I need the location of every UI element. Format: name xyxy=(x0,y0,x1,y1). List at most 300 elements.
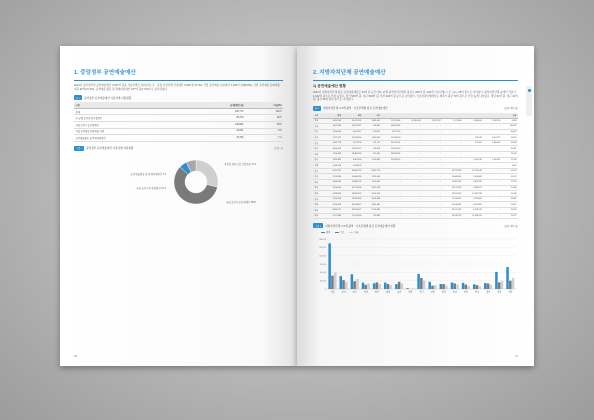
table-cell: 경남 xyxy=(313,208,324,214)
bar xyxy=(328,244,331,290)
table-cell: 6,472,883 xyxy=(463,202,483,208)
table-cell: 16,891 xyxy=(502,196,518,202)
x-tick-label: 경남 xyxy=(497,291,502,294)
right-table-caption xyxy=(313,106,518,111)
table-cell: 서울 xyxy=(313,124,324,130)
table-cell: - xyxy=(381,202,401,208)
table-cell: - xyxy=(422,135,442,141)
table-cell: 17,316,462 xyxy=(443,196,463,202)
table-cell: - xyxy=(483,163,502,169)
table-cell: 11,467,185 xyxy=(443,180,463,186)
table-cell: 776,743 xyxy=(463,135,483,141)
bar xyxy=(406,288,409,289)
table-cell: 58.8 xyxy=(245,121,283,128)
x-tick-label: 대전 xyxy=(386,291,391,294)
table-cell: 8,672,635 xyxy=(463,180,483,186)
table-cell: - xyxy=(402,152,422,158)
table-cell: - xyxy=(381,191,401,197)
table-cell: 1,891,881 xyxy=(324,157,343,163)
bar xyxy=(473,284,476,289)
y-tick-label: 30,000 xyxy=(319,280,326,283)
right-paragraph: 2016년 지방자치단체 평균 공연예술예산은 44억 원 규모이며, 17개 광역자치단체의 평균은 354억 원, 226개 기초단체(시·군·구)는 25억 원으로 나타났다. 광역자치단체 중에서 서울이 1,642억 원으로 가장 높았고, 경기 545억 원, 대구 532억 원, 부산 464억 원 순으로 나타났다. 기초자치단체에서는 제주가 평균 79억 원으로 가장 높게 나타났고, 경남 61억 원, 대구 42억 원, 광주 48억 원의 순으로 나타났다. xyxy=(313,90,518,102)
table-cell: 2,114,749 xyxy=(463,157,483,163)
table-badge: 표 2 xyxy=(313,106,321,111)
left-page xyxy=(60,46,297,366)
table-cell: - xyxy=(483,196,502,202)
table-cell: - xyxy=(422,208,442,214)
table-cell: 164,207 xyxy=(502,124,518,130)
table-cell: 26,476,785 xyxy=(443,213,463,219)
table-cell: 대구 xyxy=(313,135,324,141)
pie-label: 지정형 외연시설 간접예산 17.4 xyxy=(224,162,257,166)
table-cell: - xyxy=(422,129,442,135)
table-cell: 1,434,616 xyxy=(324,129,343,135)
table-cell: 3,247,474 xyxy=(363,191,382,197)
table-cell: 31,175,894 xyxy=(343,185,363,191)
bar xyxy=(356,279,359,289)
table-cell: 1,421,775 xyxy=(483,135,502,141)
table-row xyxy=(74,128,283,135)
bar xyxy=(378,284,381,289)
table-cell: - xyxy=(402,168,422,174)
table-cell: - xyxy=(381,174,401,180)
x-tick-label: 부산 xyxy=(341,291,346,294)
table-body xyxy=(74,108,283,141)
x-tick-label: 대구 xyxy=(352,291,357,294)
table-cell: 2,173,489 xyxy=(324,213,343,219)
table-cell: 155,487 xyxy=(363,152,382,158)
table-cell: - xyxy=(422,185,442,191)
bar xyxy=(512,278,515,289)
right-title-rule xyxy=(313,80,518,81)
table-cell: 6,617,117 xyxy=(343,129,363,135)
table-cell: 26,577,067 xyxy=(443,208,463,214)
table-cell: 61,182 xyxy=(502,208,518,214)
table-cell: - xyxy=(443,140,463,146)
table-cell: 20,460,784 xyxy=(343,174,363,180)
bar xyxy=(495,272,498,289)
table-cell: 100.0 xyxy=(245,108,283,115)
table-cell: 3,116 xyxy=(502,163,518,169)
table-cell: 17,256 xyxy=(502,157,518,163)
table-cell: - xyxy=(402,191,422,197)
table-cell: 4,426 xyxy=(502,118,518,124)
right-subsection-title: 1) 공연예술예산 현황 xyxy=(313,83,346,88)
bar xyxy=(509,281,512,289)
chapter-tab xyxy=(526,86,532,116)
bar xyxy=(373,284,376,290)
table-cell: 221,773 xyxy=(363,140,382,146)
donut-chart-area xyxy=(74,153,283,211)
table-cell: 21,317 xyxy=(502,202,518,208)
table-header-cell: 평균 xyxy=(502,113,518,118)
table-cell: 3,251,664 xyxy=(463,196,483,202)
right-chart-caption xyxy=(313,223,518,228)
table-cell: 26,137 xyxy=(502,174,518,180)
x-tick-label: 강원 xyxy=(430,291,435,294)
table-cell: - xyxy=(402,213,422,219)
table-cell: - xyxy=(363,163,382,169)
bar xyxy=(451,283,454,290)
table-cell: 16,763 xyxy=(189,135,245,142)
table-cell: 제주 xyxy=(313,213,324,219)
table-header-cell: 기초 xyxy=(363,113,382,118)
table-header-cell: 비율(%) xyxy=(245,102,283,108)
bar xyxy=(331,276,334,289)
table-cell: - xyxy=(381,185,401,191)
table-cell: - xyxy=(422,196,442,202)
table-cell: 2,291,384 xyxy=(324,174,343,180)
table-cell: - xyxy=(422,163,442,169)
left-paragraph: 2016년 중앙정부의 공연예술예산 2,257억 원을 사용처별로 살펴보면, 국 · 공립 공연단체 간접예산 6,548 원 37.0%, 국립 공연예술 운영예산 1,329억 원(58.8%), 국립 공연예술 문화예술 지원 62억(27.4%), 공연예술 활동 및 축제지원예산 167억 원(7.4%)으로 조사되었다. xyxy=(74,83,280,91)
x-tick-label: 세종 xyxy=(408,291,413,294)
table-cell: 29,191,141 xyxy=(381,140,401,146)
table-cell: 8,097,778 xyxy=(363,168,382,174)
x-tick-label: 경북 xyxy=(486,291,491,294)
table-cell: - xyxy=(381,208,401,214)
table-cell: - xyxy=(483,208,502,214)
pie-label: 국립 공연기관 운영예산 27.4 xyxy=(136,186,166,190)
table-cell: 38,998,241 xyxy=(381,152,401,158)
table-cell: 22,138 xyxy=(502,191,518,197)
bar xyxy=(487,284,490,290)
table-cell: 35,231,839 xyxy=(443,168,463,174)
bar xyxy=(467,286,470,289)
table-cell: 172,101 xyxy=(463,140,483,146)
table-cell: - xyxy=(381,196,401,202)
table-cell: 국립 공연시설 운영예산 xyxy=(74,121,189,128)
table-cell: 2,780,554 xyxy=(324,196,343,202)
table-cell: - xyxy=(422,168,442,174)
legend-swatch xyxy=(335,232,339,234)
y-tick-label: 150,000 xyxy=(318,247,326,250)
table-cell: 20,271,392 xyxy=(443,185,463,191)
chart-unit: (단위: %) xyxy=(274,148,283,151)
table-cell: - xyxy=(381,163,401,169)
bar xyxy=(506,267,509,289)
table-cell: - xyxy=(422,174,442,180)
table-cell: - xyxy=(443,129,463,135)
table-cell: - xyxy=(483,191,502,197)
chart-unit: (단위: 백만 원) xyxy=(504,225,518,228)
table-cell: - xyxy=(443,146,463,152)
bar xyxy=(484,283,487,289)
table-cell: - xyxy=(463,163,483,169)
y-tick-label: 0 xyxy=(324,288,326,291)
table-header-cell: 구분 xyxy=(313,113,324,118)
chapter-tab-dot xyxy=(528,89,531,92)
chart-caption-text: 중앙정부 공연예술예산 사용처별 지원현황 xyxy=(86,147,134,151)
table-cell: - xyxy=(381,180,401,186)
chart-badge: 그림 1 xyxy=(74,146,84,151)
table-cell: 12,108,541 xyxy=(463,213,483,219)
table-cell: - xyxy=(483,174,502,180)
table-header-cell: 금액(백만 원) xyxy=(189,102,245,108)
table-cell: 10,291,454 xyxy=(343,135,363,141)
table-cell: - xyxy=(422,157,442,163)
table-cell: 3,181,686 xyxy=(363,196,382,202)
bar xyxy=(428,282,431,289)
right-page xyxy=(297,46,534,366)
table-cell: 35,476,781 xyxy=(343,118,363,124)
table-cell: 2,556,780 xyxy=(483,118,502,124)
table-cell: 53,216 xyxy=(502,135,518,141)
table-cell: 6,776,579 xyxy=(463,208,483,214)
table-cell: - xyxy=(463,124,483,130)
bar-chart-area xyxy=(313,235,518,297)
table-cell: - xyxy=(422,152,442,158)
table-cell: 1,362,942 xyxy=(363,135,382,141)
table-cell: 경북 xyxy=(313,202,324,208)
x-tick-label: 광주 xyxy=(374,291,380,294)
table-cell: 46,413 xyxy=(502,129,518,135)
table-cell: 2,566,500 xyxy=(463,118,483,124)
table-badge: 표 1 xyxy=(74,95,82,100)
table-cell: 28,486,746 xyxy=(343,152,363,158)
bar xyxy=(353,281,356,289)
bar xyxy=(395,284,398,289)
table-cell: 1,836,184 xyxy=(324,180,343,186)
table-cell: 36,861,497 xyxy=(343,191,363,197)
right-section-title: 2. 지방자치단체 공연예술예산 xyxy=(313,70,386,76)
table-cell: - xyxy=(443,163,463,169)
bar xyxy=(420,278,423,289)
bar xyxy=(342,280,345,289)
table-cell: 21,344,140 xyxy=(381,135,401,141)
table-cell: 25,434,745 xyxy=(381,157,401,163)
table-cell: 6,836,171 xyxy=(324,208,343,214)
table-cell: 2,196,083 xyxy=(363,208,382,214)
table-cell: 8,357,421 xyxy=(324,168,343,174)
bar xyxy=(476,285,479,289)
table-cell: 충남 xyxy=(313,185,324,191)
table-cell: - xyxy=(402,163,422,169)
x-tick-label: 충남 xyxy=(452,291,457,294)
table-cell: 453,047 xyxy=(363,129,382,135)
table-cell: - xyxy=(443,152,463,158)
table-cell: 15,885,102 xyxy=(343,180,363,186)
table-cell: 7,171,321 xyxy=(324,135,343,141)
table-cell: 65,478 xyxy=(189,115,245,122)
table-cell: - xyxy=(381,168,401,174)
table-cell: 326,478 xyxy=(363,146,382,152)
table-cell: - xyxy=(402,185,422,191)
x-tick-label: 제주 xyxy=(508,291,513,294)
table-cell: 24,471,917 xyxy=(343,124,363,130)
table-row xyxy=(74,108,283,115)
bar xyxy=(501,281,504,289)
table-cell: 25,281,058 xyxy=(402,118,422,124)
left-section-title: 1. 중앙정부 공연예술예산 xyxy=(74,70,136,76)
table-cell: 12,427,177 xyxy=(343,146,363,152)
table-cell: 전체 xyxy=(313,118,324,124)
table-cell: - xyxy=(463,146,483,152)
left-data-table xyxy=(74,102,283,142)
x-tick-label: 충북 xyxy=(441,291,446,294)
bar xyxy=(334,273,337,290)
bar xyxy=(401,284,404,290)
table-cell: 3,290,868 xyxy=(463,174,483,180)
left-title-rule xyxy=(74,80,283,81)
table-cell: - xyxy=(402,208,422,214)
table-cell: 23,406 xyxy=(502,185,518,191)
table-cell: 7.4 xyxy=(245,135,283,142)
table-header-cell: 구분 xyxy=(74,102,189,108)
bar xyxy=(445,286,448,289)
table-cell: 225,772 xyxy=(189,108,245,115)
table-row xyxy=(74,115,283,122)
x-tick-label: 인천 xyxy=(363,291,369,294)
table-cell: 23,138 xyxy=(502,152,518,158)
table-cell: 1,100,406 xyxy=(363,157,382,163)
table-cell: 인천 xyxy=(313,140,324,146)
table-cell: 3,476,789 xyxy=(363,185,382,191)
x-tick-label: 경기 xyxy=(419,291,424,294)
table-cell: - xyxy=(402,202,422,208)
table-cell: - xyxy=(443,124,463,130)
bar xyxy=(345,282,348,289)
table-cell: - xyxy=(381,213,401,219)
table-cell: 29.0 xyxy=(245,115,283,122)
table-cell: 132,890 xyxy=(189,121,245,128)
table-cell: 경기 xyxy=(313,168,324,174)
x-tick-label: 서울 xyxy=(330,291,335,294)
table-cell: 전북 xyxy=(313,191,324,197)
table-cell: - xyxy=(422,124,442,130)
y-tick-label: 120,000 xyxy=(318,255,326,258)
table-cell: 20,451 xyxy=(502,146,518,152)
bar xyxy=(442,284,445,289)
table-cell: 1,354,098 xyxy=(324,152,343,158)
table-cell: - xyxy=(422,191,442,197)
table-cell: 26,879,677 xyxy=(343,208,363,214)
table-cell: - xyxy=(422,140,442,146)
table-cell: 17,792 xyxy=(502,180,518,186)
chart-badge: 그림 2 xyxy=(313,223,323,228)
table-unit: (단위: 백만 원) xyxy=(504,108,518,111)
right-page-number: 37 xyxy=(515,355,518,358)
table-cell: - xyxy=(402,196,422,202)
legend-item xyxy=(321,230,330,234)
table-cell: 38,748,617 xyxy=(343,202,363,208)
legend-swatch xyxy=(321,232,325,234)
table-cell: - xyxy=(402,146,422,152)
table-cell: - xyxy=(483,124,502,130)
table-cell: 79,171 xyxy=(502,213,518,219)
table-cell: 광주 xyxy=(313,146,324,152)
bar xyxy=(412,288,415,289)
table-body xyxy=(313,118,518,219)
x-tick-label: 전남 xyxy=(474,291,480,294)
x-tick-label: 전북 xyxy=(463,291,469,294)
bar xyxy=(431,286,434,289)
table-cell: 3,766,824 xyxy=(324,202,343,208)
table-caption-text: 지방자치단체 / 17개 광역 · 기초단체별 평균 공연예술예산 xyxy=(322,107,388,111)
right-page-content xyxy=(313,68,518,297)
legend-label: 광역 xyxy=(326,232,331,235)
bar xyxy=(417,274,420,289)
table-cell: 국·공립 공연단체 간접예산 xyxy=(74,115,189,122)
table-cell: 1,899,138 xyxy=(324,118,343,124)
pie-label: 국립 공연시설 운영예산 58.8 xyxy=(226,200,256,204)
bar xyxy=(440,284,443,289)
table-row xyxy=(74,135,283,142)
table-cell: 6,891,843 xyxy=(363,202,382,208)
table-cell: 15,668,164 xyxy=(443,174,463,180)
table-cell: 35,244,867 xyxy=(443,202,463,208)
table-caption-text: 중앙정부 공연예술예산 사용처별 지원현황 xyxy=(83,96,132,100)
table-row xyxy=(74,121,283,128)
bar xyxy=(490,285,493,289)
bar xyxy=(398,282,401,289)
table-cell: - xyxy=(483,202,502,208)
pie-label: 공연예술활동 및 축제지원예산 7.4 xyxy=(130,172,166,176)
table-cell: - xyxy=(402,135,422,141)
bar xyxy=(340,276,343,289)
table-cell: 1,140,035 xyxy=(363,180,382,186)
table-header-cell: 광역 xyxy=(343,113,363,118)
table-cell: 768,961 xyxy=(363,124,382,130)
table-cell: 대전 xyxy=(313,152,324,158)
table-cell: 3,288,394 xyxy=(324,191,343,197)
table-cell: - xyxy=(443,157,463,163)
table-cell: 35,811,897 xyxy=(443,191,463,197)
legend-item xyxy=(335,230,344,234)
table-cell: - xyxy=(422,180,442,186)
bar xyxy=(453,284,456,290)
table-cell: 15,279,068 xyxy=(381,118,401,124)
table-cell: 23,789,683 xyxy=(343,196,363,202)
legend-label: 평균 xyxy=(354,232,359,235)
bar xyxy=(365,285,368,289)
table-cell: - xyxy=(422,146,442,152)
table-cell: 강원 xyxy=(313,174,324,180)
right-data-table xyxy=(313,113,518,219)
table-cell: - xyxy=(483,129,502,135)
legend-label: 기초 xyxy=(340,232,345,235)
pie-slice xyxy=(196,160,218,187)
table-cell: 5.6 xyxy=(245,128,283,135)
table-cell: 1,291,648 xyxy=(363,174,382,180)
bar xyxy=(465,285,468,289)
table-cell: 전남 xyxy=(313,196,324,202)
legend-item xyxy=(349,230,358,234)
table-cell: 34,982,797 xyxy=(343,168,363,174)
y-tick-label: 90,000 xyxy=(319,263,326,266)
table-cell: 5,221,128 xyxy=(343,140,363,146)
table-cell: 충북 xyxy=(313,180,324,186)
table-cell: 울산 xyxy=(313,157,324,163)
table-cell: - xyxy=(402,140,422,146)
table-cell: 3,891,031 xyxy=(363,118,382,124)
bar xyxy=(367,284,370,290)
left-page-content xyxy=(74,68,283,211)
x-tick-label: 울산 xyxy=(397,291,402,294)
table-cell: - xyxy=(463,152,483,158)
table-cell: 전체 xyxy=(74,108,189,115)
table-cell: 3,650,674 xyxy=(324,146,343,152)
bar xyxy=(376,283,379,290)
table-cell: - xyxy=(422,213,442,219)
table-cell: - xyxy=(483,213,502,219)
table-cell: 부산 xyxy=(313,129,324,135)
table-cell: 12,929,378 xyxy=(463,191,483,197)
bar xyxy=(462,283,465,289)
table-cell: - xyxy=(443,135,463,141)
table-cell: - xyxy=(483,146,502,152)
bar xyxy=(434,285,437,289)
left-page-number: 36 xyxy=(74,355,77,358)
